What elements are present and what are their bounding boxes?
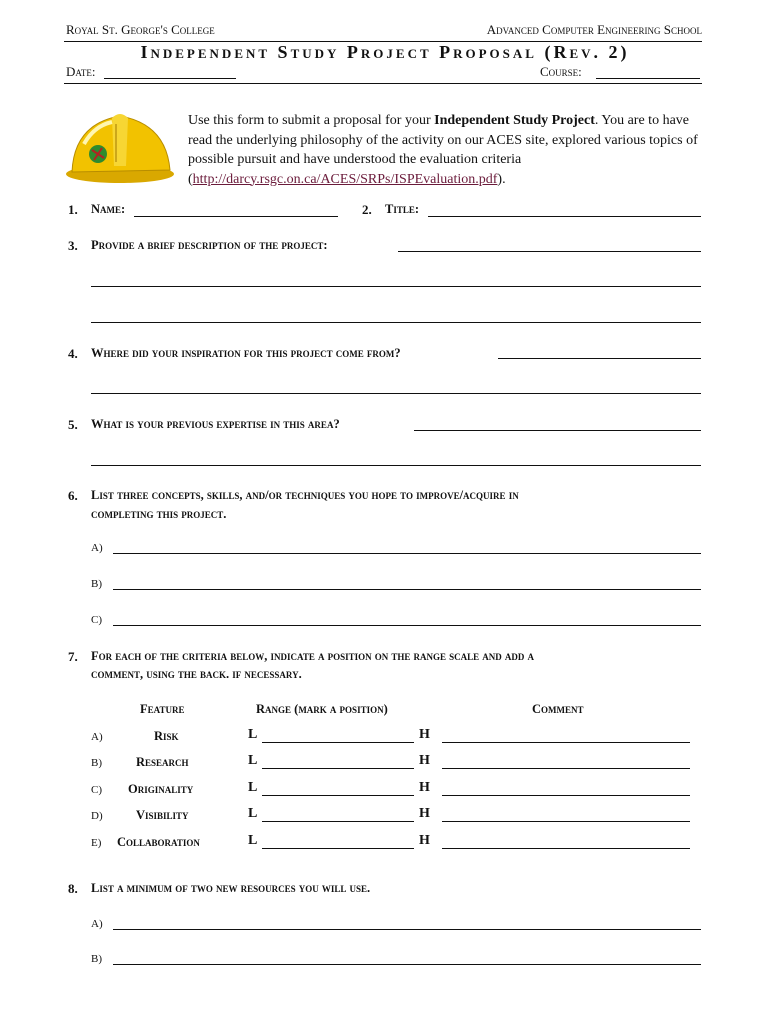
inspiration-field-1[interactable] [498,358,701,359]
criteria-row-letter: E) [91,837,102,849]
criteria-row-feature: Visibility [136,808,189,822]
evaluation-criteria-link[interactable]: http://darcy.rsgc.on.ca/ACES/SRPs/ISPEvaluation.pdf [192,171,498,187]
q6-item-c-label: C) [91,614,102,626]
q7-label-line2: comment, using the back. if necessary. [91,667,302,681]
q5-label: What is your previous expertise in this area? [91,417,340,431]
range-high-label: H [419,753,430,768]
q7-number: 7. [68,649,78,664]
q8-item-b-label: B) [91,953,102,965]
q4-label: Where did your inspiration for this project come from? [91,346,401,360]
range-scale[interactable] [262,742,414,743]
q3-label: Provide a brief description of the project: [91,238,328,252]
course-field[interactable] [596,78,700,79]
comment-field[interactable] [442,795,690,796]
intro-paragraph: Use this form to submit a proposal for your Independent Study Project. You are to have read the underlying philosophy of the activity on our ACES site, explored various topics of possible pursuit and have understood the evaluation criteria (http://darcy.rsgc.on.ca/ACES/SRPs/ISPEvaluation.pdf). [188,113,698,187]
range-high-label: H [419,727,430,742]
range-scale[interactable] [262,795,414,796]
criteria-row-letter: B) [91,757,102,769]
description-field-1[interactable] [398,251,701,252]
criteria-header-feature: Feature [140,702,185,716]
expertise-field-1[interactable] [414,430,701,431]
q3-number: 3. [68,238,78,253]
inspiration-field-2[interactable] [91,393,701,394]
criteria-row-letter: A) [91,731,103,743]
criteria-row-letter: C) [91,784,102,796]
q4-number: 4. [68,346,78,361]
range-low-label: L [248,753,258,768]
resource-field-a[interactable] [113,929,701,930]
range-low-label: L [248,806,258,821]
criteria-row-feature: Originality [128,782,194,796]
date-field[interactable] [104,78,236,79]
range-scale[interactable] [262,848,414,849]
criteria-row-feature: Risk [154,729,179,743]
school-name: Royal St. George's College [66,22,215,37]
q6-number: 6. [68,488,78,503]
page-title: Independent Study Project Proposal (Rev. 2) [140,42,630,62]
description-field-3[interactable] [91,322,701,323]
q5-number: 5. [68,417,78,432]
comment-field[interactable] [442,848,690,849]
q7-label-line1: For each of the criteria below, indicate a position on the range scale and add a [91,649,535,663]
q8-item-a-label: A) [91,918,103,930]
skill-field-a[interactable] [113,553,701,554]
range-low-label: L [248,833,258,848]
expertise-field-2[interactable] [91,465,701,466]
q8-label: List a minimum of two new resources you will use. [91,881,371,895]
date-label: Date: [66,64,96,79]
range-low-label: L [248,727,258,742]
skill-field-c[interactable] [113,625,701,626]
q6-item-b-label: B) [91,578,102,590]
q2-number: 2. [362,202,372,217]
range-scale[interactable] [262,768,414,769]
comment-field[interactable] [442,821,690,822]
criteria-row-letter: D) [91,810,103,822]
q6-label-line1: List three concepts, skills, and/or techniques you hope to improve/acquire in [91,488,519,502]
header-rule-bottom [64,83,702,84]
resource-field-b[interactable] [113,964,701,965]
range-high-label: H [419,780,430,795]
range-low-label: L [248,780,258,795]
comment-field[interactable] [442,768,690,769]
hard-hat-icon [64,104,178,186]
criteria-row-feature: Collaboration [117,835,200,849]
description-field-2[interactable] [91,286,701,287]
comment-field[interactable] [442,742,690,743]
criteria-row-feature: Research [136,755,189,769]
skill-field-b[interactable] [113,589,701,590]
course-label: Course: [540,64,582,79]
title-field[interactable] [428,216,701,217]
q6-item-a-label: A) [91,542,103,554]
criteria-header-range: Range (mark a position) [256,702,388,716]
criteria-header-comment: Comment [532,702,584,716]
q8-number: 8. [68,881,78,896]
q1-number: 1. [68,202,78,217]
q2-label: Title: [385,202,420,216]
program-name: Advanced Computer Engineering School [486,22,702,37]
range-scale[interactable] [262,821,414,822]
q6-label-line2: completing this project. [91,507,227,521]
q1-label: Name: [91,202,126,216]
range-high-label: H [419,833,430,848]
range-high-label: H [419,806,430,821]
name-field[interactable] [134,216,338,217]
